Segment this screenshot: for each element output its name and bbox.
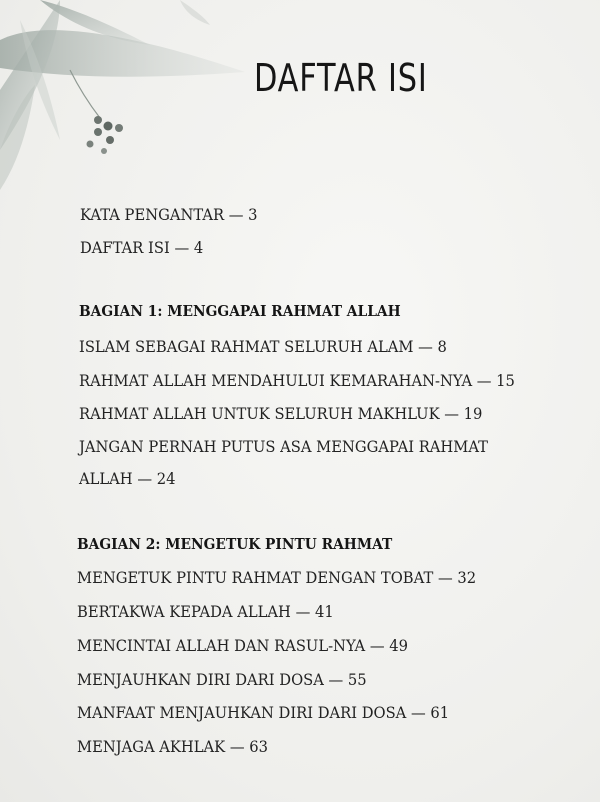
section-heading-part1: BAGIAN 1: MENGGAPAI RAHMAT ALLAH [79,302,401,320]
toc-entry-continuation[interactable]: ALLAH — 24 [79,469,176,488]
toc-entry[interactable]: JANGAN PERNAH PUTUS ASA MENGGAPAI RAHMAT [79,437,488,456]
toc-entry-kata-pengantar[interactable]: KATA PENGANTAR — 3 [80,205,258,224]
toc-entry[interactable]: RAHMAT ALLAH MENDAHULUI KEMARAHAN-NYA — 15 [79,371,515,390]
section-heading-part2: BAGIAN 2: MENGETUK PINTU RAHMAT [77,535,393,553]
toc-entry[interactable]: MENJAUHKAN DIRI DARI DOSA — 55 [77,670,367,689]
toc-entry-daftar-isi[interactable]: DAFTAR ISI — 4 [80,238,204,257]
page-title: DAFTAR ISI [254,56,428,100]
toc-entry[interactable]: MENGETUK PINTU RAHMAT DENGAN TOBAT — 32 [77,568,477,587]
toc-entry[interactable]: BERTAKWA KEPADA ALLAH — 41 [77,602,334,621]
toc-entry[interactable]: MENCINTAI ALLAH DAN RASUL-NYA — 49 [77,636,408,655]
toc-entry[interactable]: ISLAM SEBAGAI RAHMAT SELURUH ALAM — 8 [79,337,447,356]
toc-entry[interactable]: MANFAAT MENJAUHKAN DIRI DARI DOSA — 61 [77,703,450,722]
toc-entry[interactable]: MENJAGA AKHLAK — 63 [77,737,268,756]
toc-entry[interactable]: RAHMAT ALLAH UNTUK SELURUH MAKHLUK — 19 [79,404,483,423]
